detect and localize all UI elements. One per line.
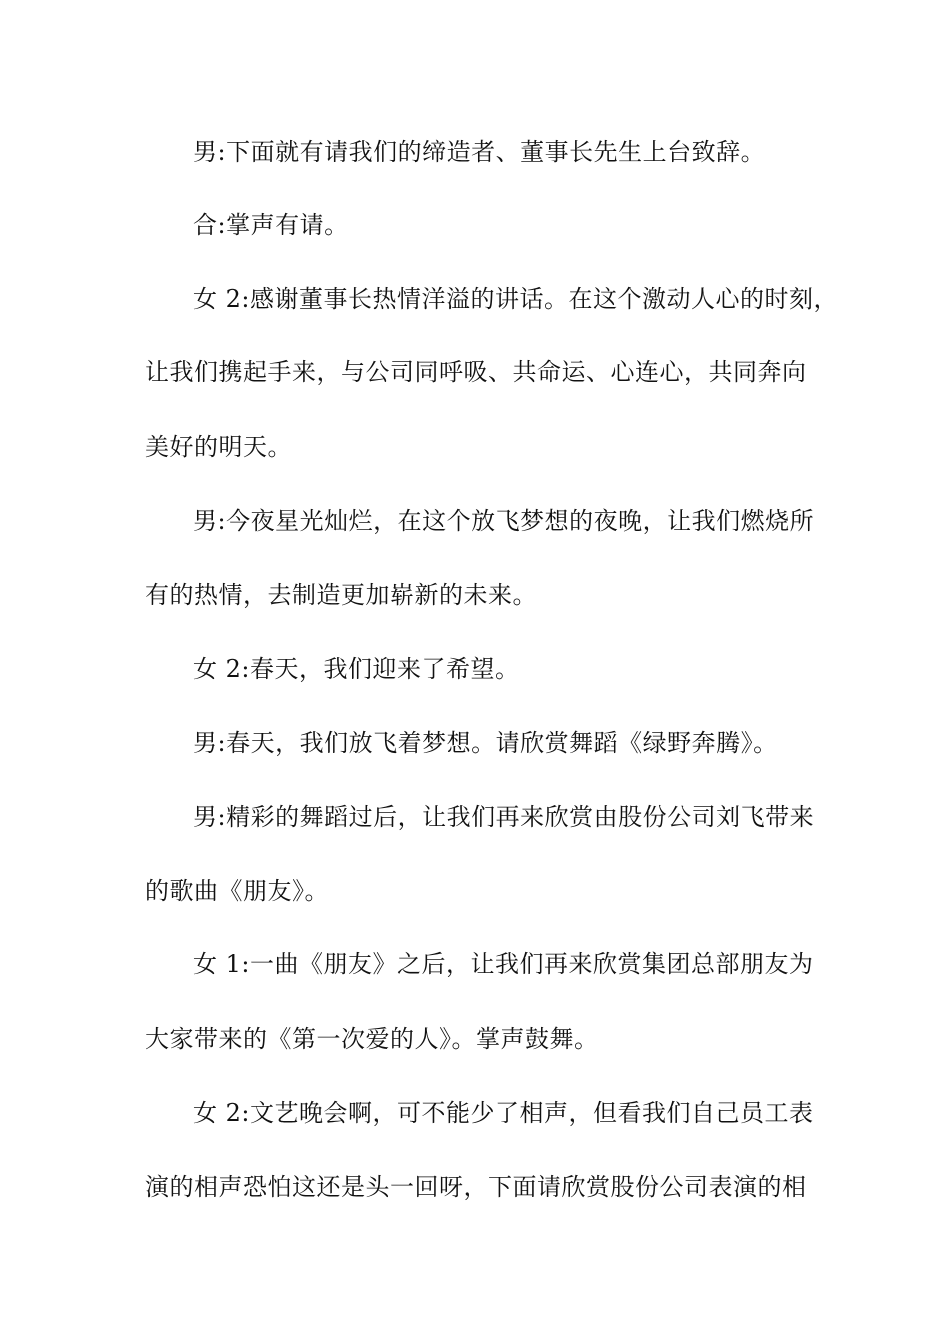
paragraph-line: 男:精彩的舞蹈过后，让我们再来欣赏由股份公司刘飞带来 (193, 803, 815, 831)
paragraph-line: 女 2:春天，我们迎来了希望。 (193, 655, 520, 683)
paragraph-line: 有的热情，去制造更加崭新的未来。 (145, 581, 537, 609)
paragraph-line: 的歌曲《朋友》。 (145, 877, 329, 905)
paragraph-line: 美好的明天。 (145, 433, 292, 461)
paragraph-line: 演的相声恐怕这还是头一回呀，下面请欣赏股份公司表演的相 (145, 1173, 807, 1201)
paragraph-line: 大家带来的《第一次爱的人》。掌声鼓舞。 (145, 1025, 599, 1053)
paragraph-line: 女 1:一曲《朋友》之后，让我们再来欣赏集团总部朋友为 (193, 950, 814, 978)
paragraph-line: 男:下面就有请我们的缔造者、董事长先生上台致辞。 (193, 138, 766, 166)
paragraph-line: 女 2:感谢董事长热情洋溢的讲话。在这个激动人心的时刻， (193, 285, 838, 313)
paragraph-line: 让我们携起手来，与公司同呼吸、共命运、心连心，共同奔向 (145, 358, 807, 386)
paragraph-line: 合:掌声有请。 (193, 211, 349, 239)
paragraph-line: 男:春天，我们放飞着梦想。请欣赏舞蹈《绿野奔腾》。 (193, 729, 778, 757)
paragraph-line: 男:今夜星光灿烂，在这个放飞梦想的夜晚，让我们燃烧所 (193, 507, 815, 535)
paragraph-line: 女 2:文艺晚会啊，可不能少了相声，但看我们自己员工表 (193, 1099, 814, 1127)
